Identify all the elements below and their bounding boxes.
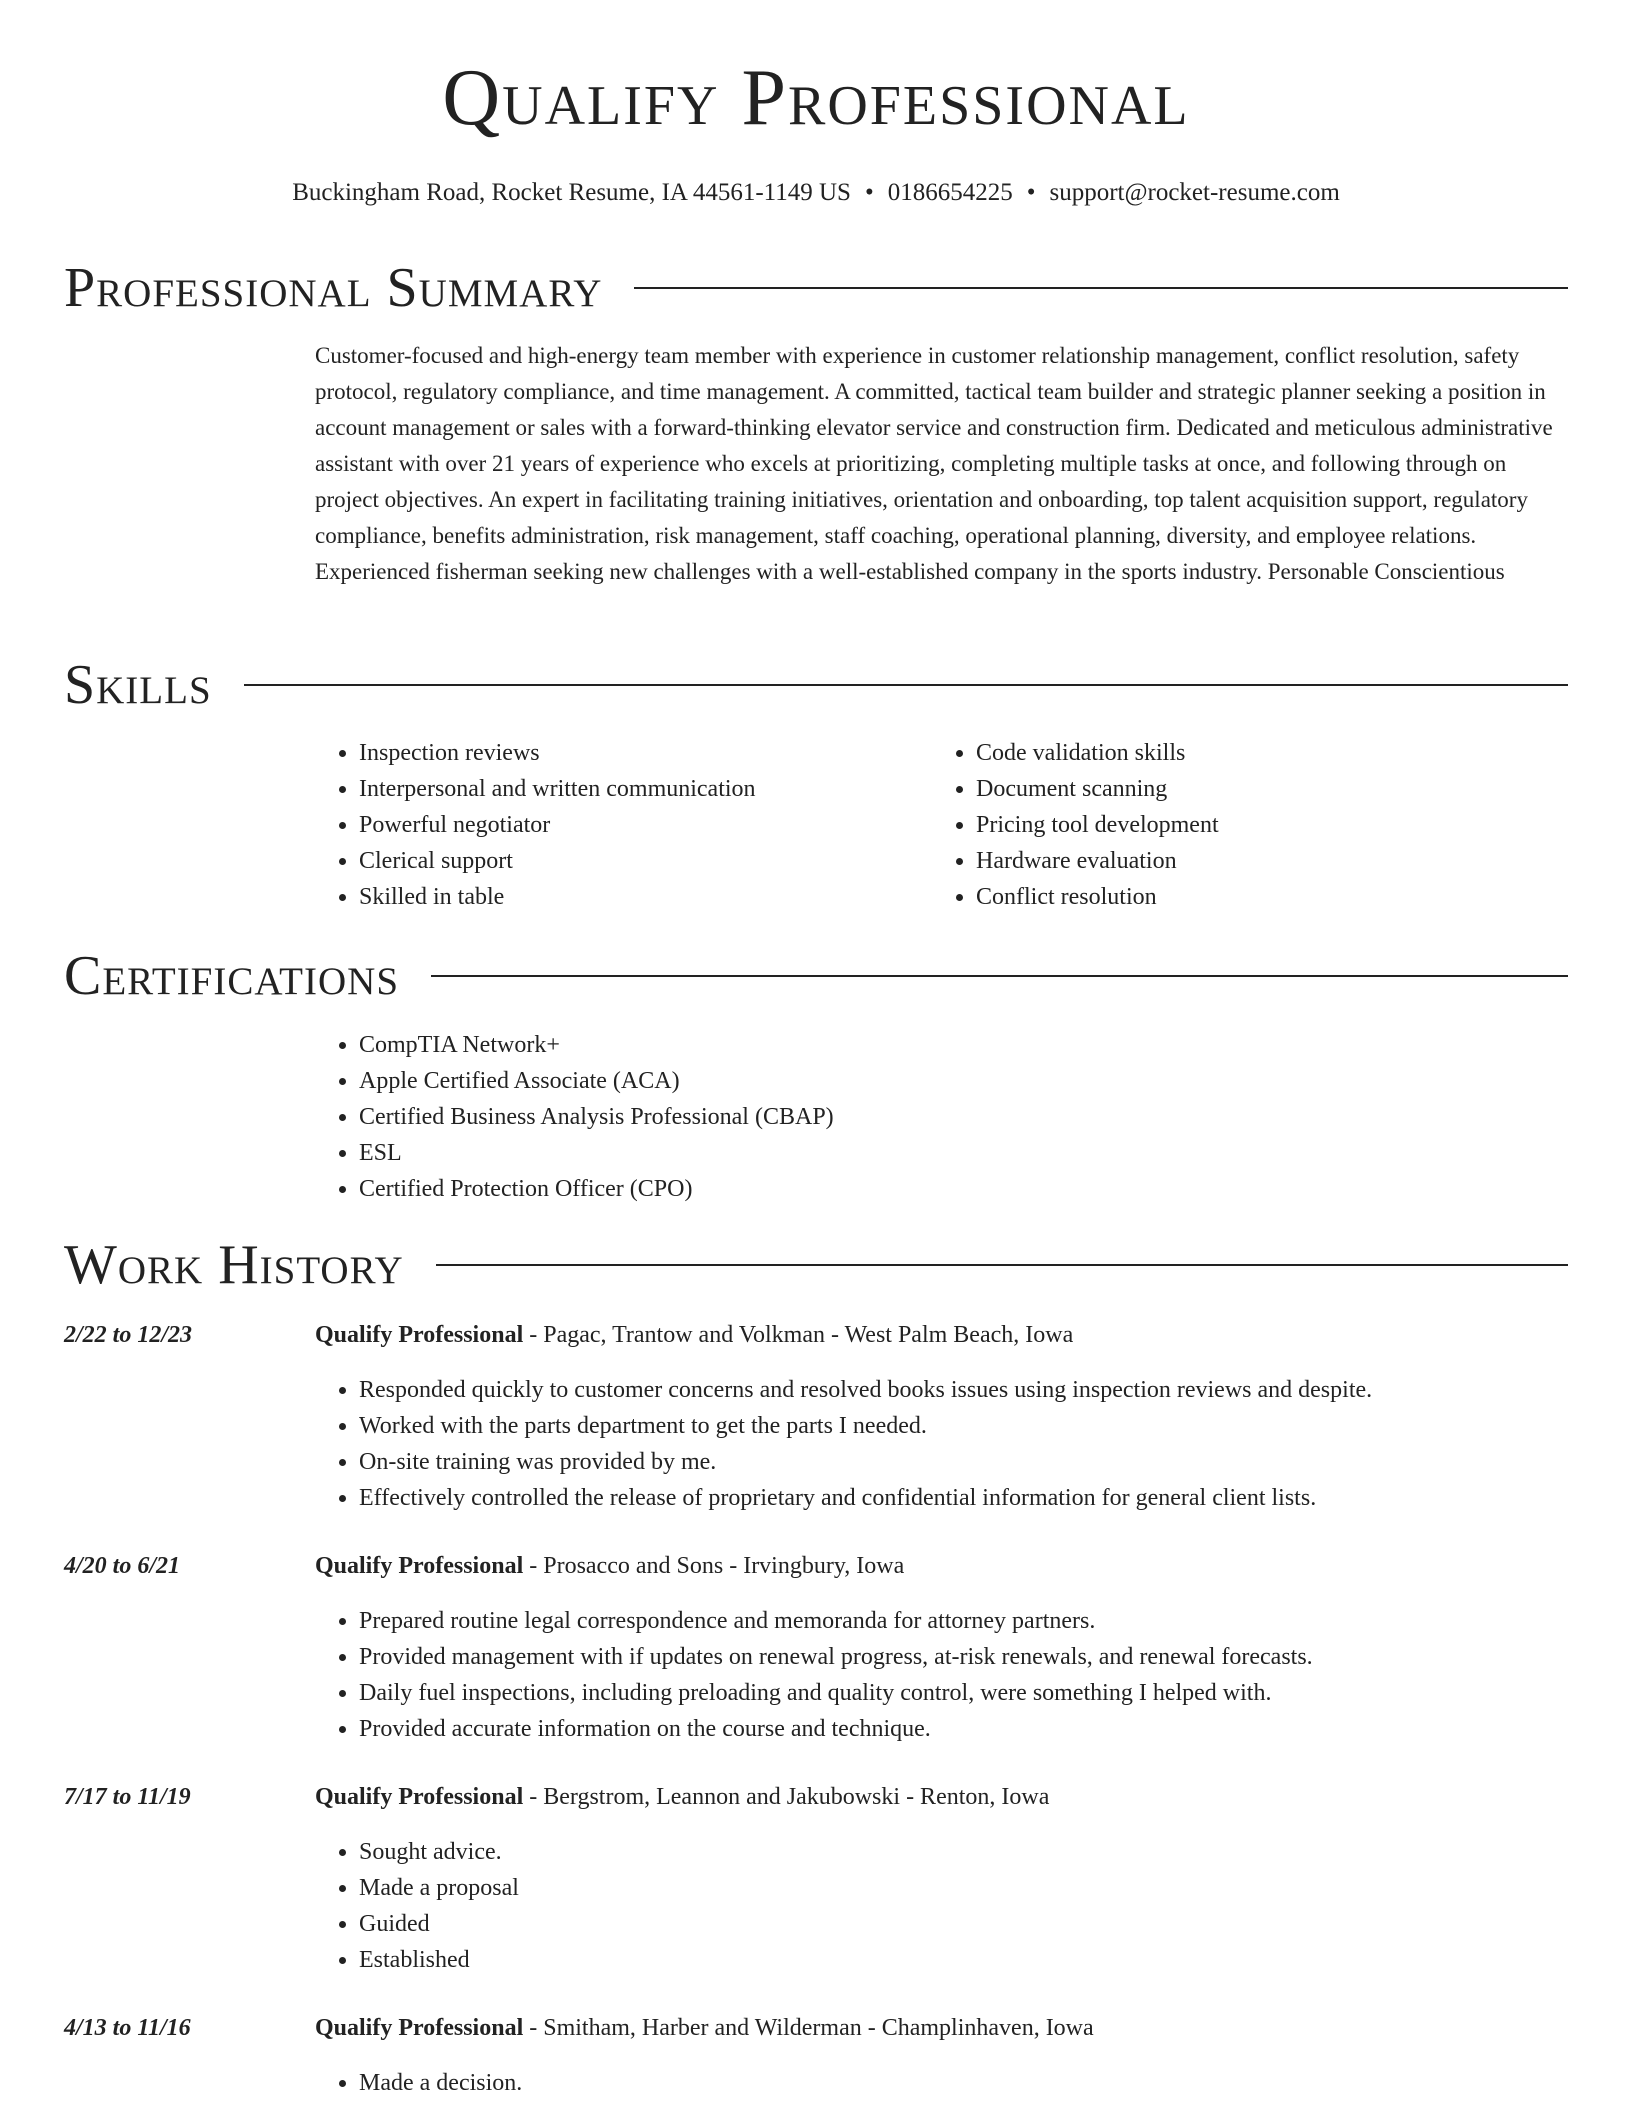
skill-item: • Inspection reviews (359, 735, 932, 771)
job-title-line (315, 1780, 1049, 1814)
skills-column-left (315, 735, 932, 915)
job-bullet: • Daily fuel inspections, including preloading and quality control, were something I helped with. (359, 1675, 1559, 1711)
skill-item: • Hardware evaluation (976, 843, 1549, 879)
section-divider (634, 287, 1568, 289)
job-employer: - Prosacco and Sons - Irvingbury, Iowa (523, 1553, 905, 1579)
job-title: Qualify Professional (315, 1784, 524, 1810)
summary-section-header (64, 258, 1568, 318)
section-divider (436, 1264, 1568, 1266)
job-dates: 4/20 to 6/21 (64, 1553, 181, 1579)
job-bullet: • Provided accurate information on the course and technique. (359, 1711, 1559, 1747)
certification-item: • Certified Protection Officer (CPO) (359, 1171, 1515, 1207)
job-bullet: • Guided (359, 1906, 1559, 1942)
job-bullet: • Responded quickly to customer concerns and resolved books issues using inspection reviews and despite. (359, 1372, 1559, 1408)
job-bullet: • On-site training was provided by me. (359, 1444, 1559, 1480)
summary-heading: Professional Summary (64, 257, 603, 319)
skill-item: • Document scanning (976, 771, 1549, 807)
job-bullets (315, 2065, 1559, 2101)
job-dates: 2/22 to 12/23 (64, 1322, 193, 1348)
job-bullet: • Sought advice. (359, 1834, 1559, 1870)
contact-separator: • (1026, 179, 1036, 206)
summary-text: Customer-focused and high-energy team member with experience in customer relationship management, conflict resolution, safety protocol, regulatory compliance, and time management. A committed, tactical team builder and strategic planner seeking a position in account management or sales with a forward-thinking elevator service and construction firm. Dedicated and meticulous administrative assistant with over 21 years of experience who excels at prioritizing, completing multiple tasks at once, and following through on project objectives. An expert in facilitating training initiatives, orientation and onboarding, top talent acquisition support, regulatory compliance, benefits administration, risk management, staff coaching, operational planning, diversity, and employee relations. Experienced fisherman seeking new challenges with a well-established company in the sports industry. Personable Conscientious (315, 343, 1553, 584)
job-employer: - Bergstrom, Leannon and Jakubowski - Renton, Iowa (523, 1784, 1050, 1810)
certifications-section-header (64, 946, 1568, 1006)
job-title-line (315, 2011, 1094, 2045)
job-bullet: • Effectively controlled the release of proprietary and confidential information for general client lists. (359, 1480, 1559, 1516)
certification-item: • ESL (359, 1135, 1515, 1171)
job-title: Qualify Professional (315, 1553, 524, 1579)
contact-line (0, 178, 1632, 208)
contact-separator: • (864, 179, 874, 206)
job-bullet: • Established (359, 1942, 1559, 1978)
work-history-section-header (64, 1235, 1568, 1295)
certification-item: • Apple Certified Associate (ACA) (359, 1063, 1515, 1099)
skills-section-header (64, 655, 1568, 715)
contact-address: Buckingham Road, Rocket Resume, IA 44561-1149 US (292, 179, 851, 206)
job-bullets (315, 1603, 1559, 1747)
skill-item: • Clerical support (359, 843, 932, 879)
candidate-name: Qualify Professional (442, 54, 1190, 142)
certifications-list (315, 1027, 1515, 1207)
contact-phone: 0186654225 (887, 179, 1013, 206)
job-employer: - Pagac, Trantow and Volkman - West Palm Beach, Iowa (523, 1322, 1074, 1348)
skill-item: • Skilled in table (359, 879, 932, 915)
work-history-heading: Work History (64, 1234, 404, 1296)
skills-column-right (932, 735, 1549, 915)
job-bullet: • Worked with the parts department to get the parts I needed. (359, 1408, 1559, 1444)
job-title: Qualify Professional (315, 2015, 524, 2041)
job-dates: 7/17 to 11/19 (64, 1784, 191, 1810)
contact-email[interactable]: support@rocket-resume.com (1049, 179, 1340, 206)
certifications-heading: Certifications (64, 945, 400, 1007)
job-bullet: • Made a proposal (359, 1870, 1559, 1906)
section-divider (244, 684, 1568, 686)
skills-list (315, 735, 1575, 915)
job-bullets (315, 1834, 1559, 1978)
skill-item: • Pricing tool development (976, 807, 1549, 843)
certification-item: • Certified Business Analysis Professional (CBAP) (359, 1099, 1515, 1135)
job-bullet: • Prepared routine legal correspondence and memoranda for attorney partners. (359, 1603, 1559, 1639)
certification-item: • CompTIA Network+ (359, 1027, 1515, 1063)
skills-heading: Skills (64, 654, 212, 716)
job-bullet: • Made a decision. (359, 2065, 1559, 2101)
job-title-line (315, 1318, 1073, 1352)
skill-item: • Powerful negotiator (359, 807, 932, 843)
job-bullet: • Provided management with if updates on renewal progress, at-risk renewals, and renewal forecasts. (359, 1639, 1559, 1675)
job-bullets (315, 1372, 1559, 1516)
skill-item: • Conflict resolution (976, 879, 1549, 915)
skill-item: • Code validation skills (976, 735, 1549, 771)
job-title-line (315, 1549, 904, 1583)
job-employer: - Smitham, Harber and Wilderman - Champlinhaven, Iowa (523, 2015, 1094, 2041)
job-title: Qualify Professional (315, 1322, 524, 1348)
section-divider (431, 975, 1568, 977)
skill-item: • Interpersonal and written communication (359, 771, 932, 807)
job-dates: 4/13 to 11/16 (64, 2015, 191, 2041)
